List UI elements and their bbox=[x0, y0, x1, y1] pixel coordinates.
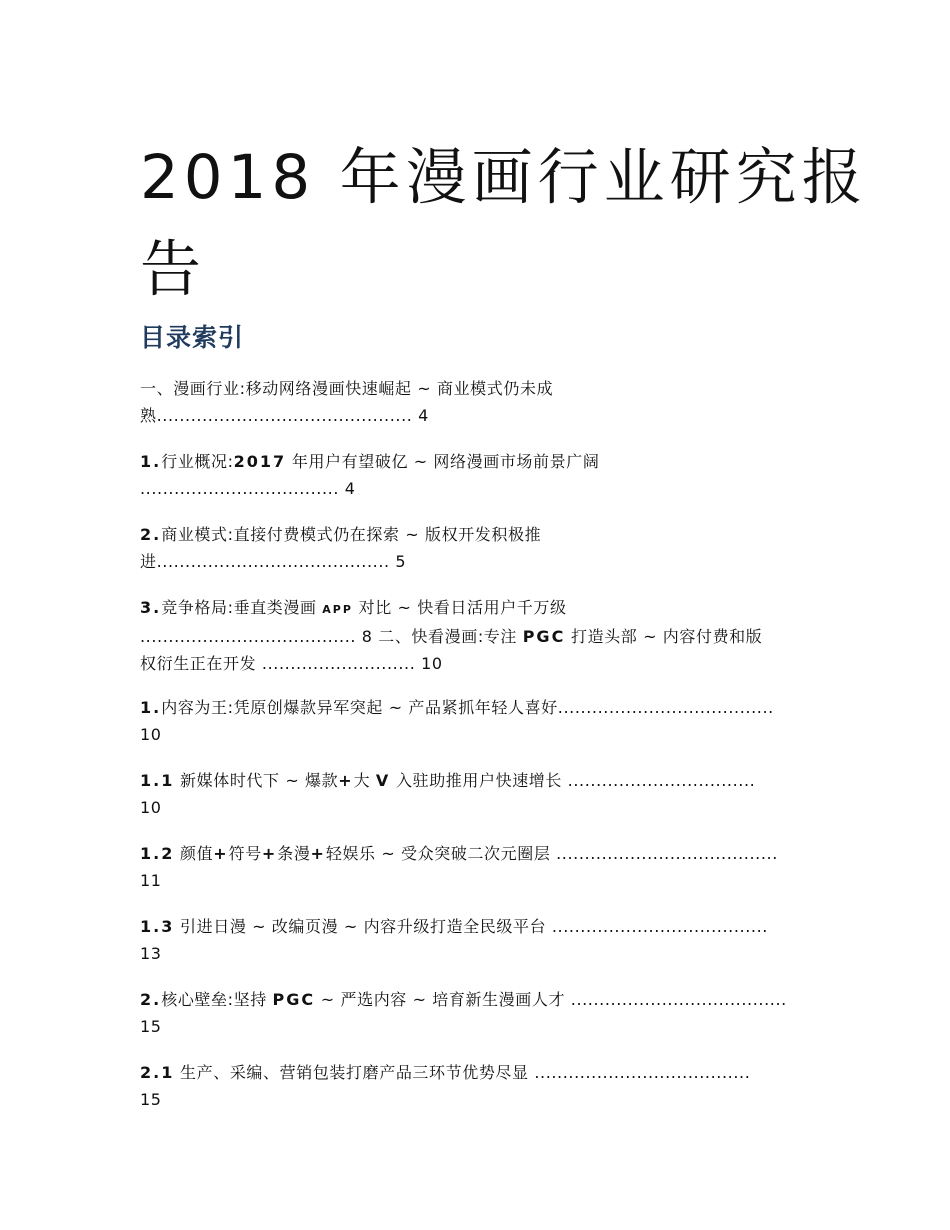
toc-entry-text bbox=[140, 594, 830, 623]
toc-entry-part: ~ 严选内容 ~ 培育新生漫画人才 ...................................... bbox=[315, 990, 787, 1009]
toc-entry-10[interactable] bbox=[140, 1059, 830, 1113]
toc-entry-leader: ................................... 4 bbox=[140, 479, 356, 498]
toc-entry-text bbox=[140, 1059, 830, 1086]
toc-heading: 目录索引 bbox=[140, 323, 245, 352]
toc-entry-number: 1. bbox=[140, 698, 162, 717]
toc-entry-leader: 进......................................... 5 bbox=[140, 552, 407, 571]
toc-entry-part: + bbox=[261, 844, 278, 863]
toc-entry-1[interactable] bbox=[140, 375, 830, 429]
toc-entry-part: 生产、采编、营销包装打磨产品三环节优势尽显 ...................................... bbox=[174, 1063, 751, 1082]
toc-entry-part: 大 bbox=[353, 771, 376, 790]
toc-entry-2[interactable] bbox=[140, 448, 830, 502]
toc-entry-page: 10 bbox=[140, 725, 162, 744]
toc-entry-text bbox=[140, 913, 830, 940]
toc-entry-text bbox=[140, 986, 830, 1013]
toc-entry-leader: 权衍生正在开发 ........................... 10 bbox=[140, 654, 443, 673]
document-title bbox=[140, 132, 868, 316]
toc-entry-4[interactable] bbox=[140, 594, 830, 677]
toc-entry-3[interactable] bbox=[140, 521, 830, 575]
toc-entry-number: 1.2 bbox=[140, 844, 175, 863]
toc-entry-6[interactable] bbox=[140, 767, 830, 821]
toc-entry-number: 1.3 bbox=[140, 917, 175, 936]
toc-entry-part: + bbox=[213, 844, 229, 863]
toc-entry-number: 1.1 bbox=[140, 771, 175, 790]
toc-entry-leader: 熟............................................. 4 bbox=[140, 406, 429, 425]
toc-entry-part: 对比 ~ 快看日活用户千万级 bbox=[352, 598, 567, 617]
toc-entry-5[interactable] bbox=[140, 694, 830, 748]
toc-entry-number: 2. bbox=[140, 525, 162, 544]
toc-entry-part: 轻娱乐 ~ 受众突破二次元圈层 ....................................... bbox=[325, 844, 778, 863]
toc-entry-text bbox=[140, 521, 830, 548]
toc-entry-part: ...................................... 8 二、快看漫画:专注 bbox=[140, 627, 523, 646]
toc-entry-part: 年用户有望破亿 ~ 网络漫画市场前景广阔 bbox=[286, 452, 600, 471]
toc-entry-8[interactable] bbox=[140, 913, 830, 967]
toc-entry-9[interactable] bbox=[140, 986, 830, 1040]
toc-entry-part: V bbox=[375, 771, 391, 790]
toc-entry-number: 3. bbox=[140, 598, 162, 617]
toc-entry-part: 入驻助推用户快速增长 ................................. bbox=[390, 771, 756, 790]
toc-entry-part: 核心壁垒:坚持 bbox=[161, 990, 273, 1009]
toc-entry-text bbox=[140, 448, 830, 475]
toc-entry-number: 2.1 bbox=[140, 1063, 175, 1082]
toc-entry-7[interactable] bbox=[140, 840, 830, 894]
toc-entry-page: 15 bbox=[140, 1090, 162, 1109]
toc-entry-leader bbox=[140, 623, 830, 650]
toc-entry-part: 打造头部 ~ 内容付费和版 bbox=[565, 627, 763, 646]
toc-entry-part: 引进日漫 ~ 改编页漫 ~ 内容升级打造全民级平台 ...................................... bbox=[174, 917, 768, 936]
toc-entry-part: APP bbox=[322, 603, 353, 616]
toc-entry-number: 2. bbox=[140, 990, 162, 1009]
toc-entry-part: 颜值 bbox=[174, 844, 214, 863]
toc-entry-page: 10 bbox=[140, 798, 162, 817]
toc-entry-part: 内容为王:凭原创爆款异军突起 ~ 产品紧抓年轻人喜好...................................... bbox=[161, 698, 774, 717]
toc-entry-part: 竞争格局:垂直类漫画 bbox=[161, 598, 323, 617]
toc-entry-text: 一、漫画行业:移动网络漫画快速崛起 ~ 商业模式仍未成 bbox=[140, 379, 554, 398]
toc-entry-page: 11 bbox=[140, 871, 162, 890]
toc-entry-part: + bbox=[310, 844, 326, 863]
toc-entry-part: PGC bbox=[272, 990, 316, 1009]
title-line-1: 2018 年漫画行业研究报 bbox=[140, 142, 868, 213]
toc-entry-part: 2017 bbox=[233, 452, 287, 471]
toc-entry-text bbox=[140, 694, 830, 721]
toc-entry-part: PGC bbox=[522, 627, 566, 646]
toc-entry-part: 符号 bbox=[228, 844, 262, 863]
toc-entry-part: 新媒体时代下 ~ 爆款 bbox=[174, 771, 339, 790]
toc-entry-page: 15 bbox=[140, 1017, 162, 1036]
toc-entry-part: 行业概况: bbox=[161, 452, 234, 471]
toc-entry-number: 1. bbox=[140, 452, 162, 471]
toc-entry-text bbox=[140, 840, 830, 867]
toc-entry-part: 条漫 bbox=[277, 844, 311, 863]
title-line-2: 告 bbox=[140, 234, 207, 305]
toc-entry-text bbox=[140, 767, 830, 794]
toc-entry-part: 商业模式:直接付费模式仍在探索 ~ 版权开发积极推 bbox=[161, 525, 542, 544]
toc-entry-page: 13 bbox=[140, 944, 162, 963]
toc-entry-part: + bbox=[338, 771, 354, 790]
